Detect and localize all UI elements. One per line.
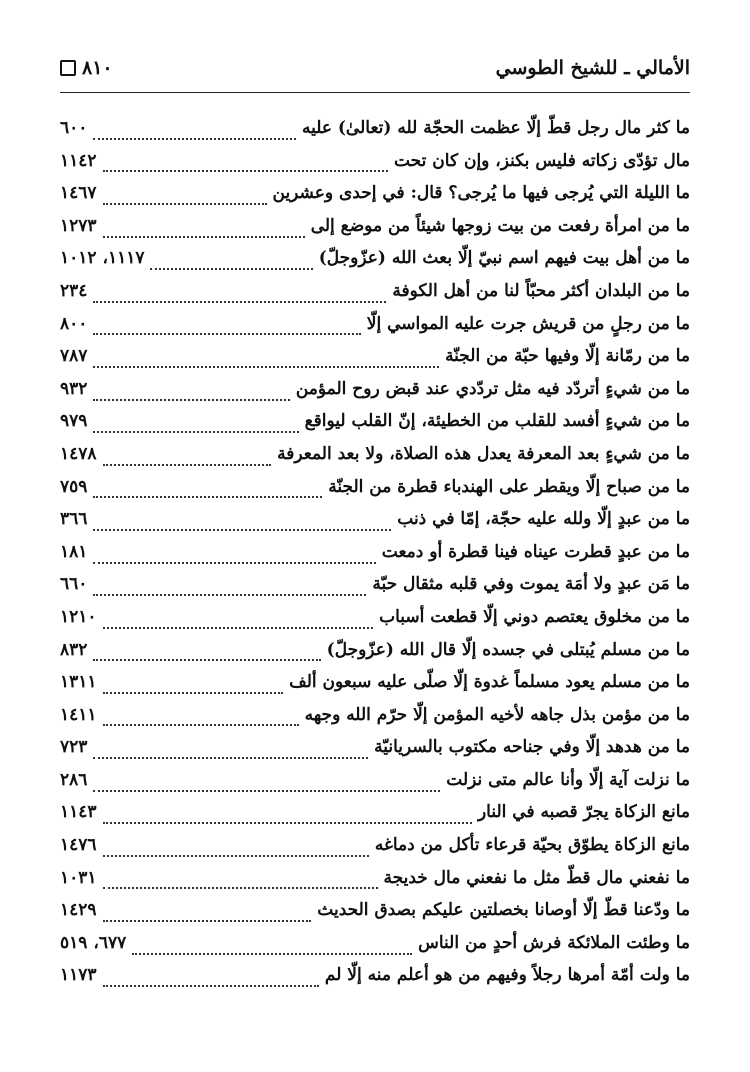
entry-text: ما من مخلوق يعتصم دوني إلّا قطعت أسباب: [379, 606, 690, 627]
entry-page-number: ٣٦٦: [60, 509, 88, 530]
index-entry: [60, 118, 690, 151]
index-entry: [60, 151, 690, 184]
index-entry: [60, 216, 690, 249]
entry-page-number: ١١٤٣: [60, 802, 97, 823]
entry-text: ما من عبدٍ إلّا ولله عليه حجّة، إمّا في ذنب: [397, 509, 690, 530]
entry-page-number: ١١٤٢: [60, 150, 97, 171]
entry-text: ما من رجلٍ من قريش جرت عليه المواسي إلّا: [366, 313, 690, 334]
dot-leader: [103, 691, 284, 694]
dot-leader: [93, 789, 440, 792]
entry-page-number: ٨٣٢: [60, 639, 88, 660]
dot-leader: [103, 463, 272, 466]
header-divider: [60, 92, 690, 93]
index-entry: [60, 770, 690, 803]
dot-leader: [93, 528, 391, 531]
entry-text: ما من أهل بيت فيهم اسم نبيّ إلّا بعث الله (عزّوجلّ): [318, 248, 690, 269]
entry-text: ما من مؤمن بذل جاهه لأخيه المؤمن إلّا حرّم الله وجهه: [304, 704, 690, 725]
dot-leader: [93, 561, 375, 564]
entry-text: ما ولت أمّة أمرها رجلاً وفيهم من هو أعلم منه إلّا لم: [324, 965, 690, 986]
dot-leader: [103, 169, 388, 172]
index-entry: [60, 835, 690, 868]
dot-leader: [103, 886, 378, 889]
dot-leader: [103, 202, 267, 205]
dot-leader: [132, 952, 412, 955]
index-entry: [60, 477, 690, 510]
entry-text: ما من عبدٍ قطرت عيناه فينا قطرة أو دمعت: [381, 541, 690, 562]
index-entry: [60, 314, 690, 347]
entry-page-number: ٩٧٩: [60, 411, 88, 432]
dot-leader: [93, 430, 298, 433]
entry-page-number: ١٢٧٣: [60, 215, 97, 236]
entry-page-number: ٢٨٦: [60, 769, 88, 790]
entry-page-number: ٩٣٢: [60, 378, 88, 399]
index-entry: [60, 574, 690, 607]
dot-leader: [93, 365, 439, 368]
page-number-block: [60, 57, 113, 79]
entry-text: ما مَن عبدٍ ولا أمَة يموت وفي قلبه مثقال حبّة: [372, 574, 690, 595]
index-entry: [60, 281, 690, 314]
index-entry: [60, 900, 690, 933]
entry-text: ما من صباح إلّا ويقطر على الهندباء قطرة من الجنّة: [328, 476, 690, 497]
entry-text: ما كثر مال رجل قطّ إلّا عظمت الحجّة لله (تعالىٰ) عليه: [301, 118, 690, 138]
entry-page-number: ١٤٢٩: [60, 900, 97, 921]
entry-page-number: ١٤٧٨: [60, 443, 97, 464]
entry-page-number: ١٨١: [60, 541, 88, 562]
index-entry: [60, 640, 690, 673]
entry-text: ما من شيءٍ أتردّد فيه مثل تردّدي عند قبض روح المؤمن: [295, 378, 690, 399]
entry-text: ما من البلدان أكثر محبّاً لنا من أهل الكوفة: [392, 280, 690, 301]
dot-leader: [103, 854, 369, 857]
index-entry: [60, 607, 690, 640]
entry-text: ما ودّعنا قطّ إلّا أوصانا بخصلتين عليكم بصدق الحديث: [317, 900, 690, 921]
dot-leader: [93, 658, 320, 661]
entry-page-number: ٦٧٧، ٥١٩: [60, 932, 127, 953]
entry-text: ما من امرأة رفعت من بيت زوجها شيئاً من موضع إلى: [310, 215, 690, 236]
entry-page-number: ١٤٦٧: [60, 183, 97, 204]
index-entry: [60, 705, 690, 738]
dot-leader: [93, 332, 360, 335]
dot-leader: [93, 756, 368, 759]
entry-page-number: ١٣١١: [60, 672, 97, 693]
entry-page-number: ١٠٣١: [60, 867, 97, 888]
entry-page-number: ١٤١١: [60, 704, 97, 725]
entry-page-number: ١٤٧٦: [60, 835, 97, 856]
entry-text: مال تؤدّى زكاته فليس بكنز، وإن كان تحت: [393, 150, 690, 171]
dot-leader: [93, 300, 386, 303]
entry-page-number: ٧٥٩: [60, 476, 88, 497]
index-entry: [60, 802, 690, 835]
entry-text: ما الليلة التي يُرجى فيها ما يُرجى؟ قال: في إحدى وعشرين: [272, 183, 690, 204]
dot-leader: [103, 235, 305, 238]
entry-page-number: ٨٠٠: [60, 313, 88, 334]
entry-text: مانع الزكاة يجرّ قصبه في النار: [477, 802, 690, 823]
book-title: الأمالي ـ للشيخ الطوسي: [495, 57, 690, 79]
index-entry: [60, 542, 690, 575]
index-entry: [60, 737, 690, 770]
dot-leader: [93, 137, 296, 140]
dot-leader: [103, 821, 472, 824]
dot-leader: [103, 626, 374, 629]
entry-text: ما من رمّانة إلّا وفيها حبّة من الجنّة: [445, 346, 690, 367]
dot-leader: [103, 723, 299, 726]
entry-text: ما من شيءٍ أفسد للقلب من الخطيئة، إنّ القلب ليواقع: [304, 411, 690, 432]
entry-text: ما وطئت الملائكة فرش أحدٍ من الناس: [418, 932, 690, 953]
index-entry: [60, 248, 690, 281]
entry-page-number: ٢٣٤: [60, 280, 88, 301]
index-entry: [60, 933, 690, 966]
index-entry: [60, 346, 690, 379]
entry-page-number: ٧٨٧: [60, 346, 88, 367]
page-header: [60, 52, 690, 84]
index-entry: [60, 411, 690, 444]
index-entry: [60, 444, 690, 477]
entry-page-number: ٧٢٣: [60, 737, 88, 758]
index-entry: [60, 379, 690, 412]
square-icon: [60, 60, 76, 76]
entry-text: ما من مسلم يُبتلى في جسده إلّا قال الله (عزّوجلّ): [326, 639, 690, 660]
dot-leader: [103, 984, 319, 987]
entry-text: ما من شيءٍ بعد المعرفة يعدل هذه الصلاة، ولا بعد المعرفة: [277, 443, 690, 464]
entry-text: ما نزلت آية إلّا وأنا عالم متى نزلت: [446, 769, 690, 790]
dot-leader: [150, 267, 312, 270]
dot-leader: [93, 593, 366, 596]
entry-text: ما نفعني مال قطّ مثل ما نفعني مال خديجة: [383, 867, 690, 888]
dot-leader: [103, 919, 312, 922]
index-entry: [60, 672, 690, 705]
entry-text: ما من مسلم يعود مسلماً غدوة إلّا صلّى عليه سبعون ألف: [289, 672, 690, 693]
entry-page-number: ١١٧٣: [60, 965, 97, 986]
entry-page-number: ١٢١٠: [60, 606, 97, 627]
entry-page-number: ٦٠٠: [60, 118, 88, 138]
entry-page-number: ٦٦٠: [60, 574, 88, 595]
entry-text: مانع الزكاة يطوّق بحيّة قرعاء تأكل من دماغه: [374, 835, 690, 856]
entry-text: ما من هدهد إلّا وفي جناحه مكتوب بالسريانيّة: [374, 737, 690, 758]
index-entry: [60, 965, 690, 998]
index-entry: [60, 183, 690, 216]
index-entry: [60, 509, 690, 542]
entry-page-number: ١١١٧، ١٠١٢: [60, 248, 145, 269]
index-entries: [60, 118, 690, 998]
index-entry: [60, 868, 690, 901]
dot-leader: [93, 495, 322, 498]
dot-leader: [93, 398, 289, 401]
page-number: ٨١٠: [82, 57, 113, 79]
